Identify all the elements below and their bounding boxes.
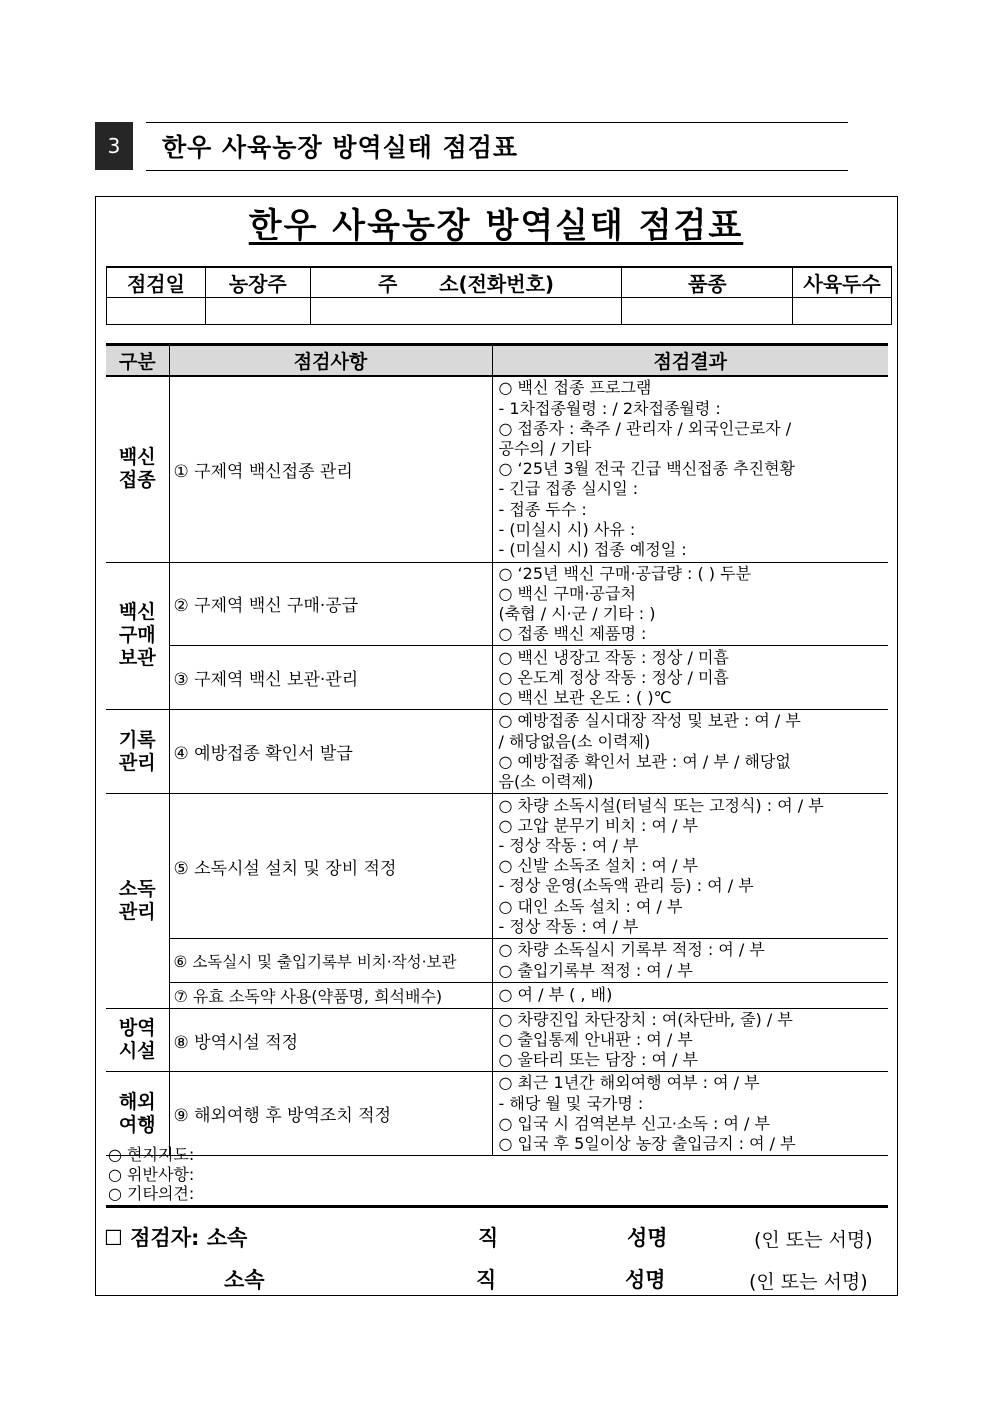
section-number: 3 <box>95 122 133 170</box>
affiliation-label-row2: 소속 <box>224 1268 265 1292</box>
check-result-7[interactable]: ○ 여 / 부 ( , 배) <box>492 982 888 1008</box>
check-item-1: ① 구제역 백신접종 관리 <box>169 376 492 562</box>
category-vaccination: 백신 접종 <box>106 376 169 562</box>
check-item-4: ④ 예방접종 확인서 발급 <box>169 710 492 794</box>
farm-owner-cell[interactable] <box>205 298 310 325</box>
document-title: 한우 사육농장 방역실태 점검표 <box>248 206 744 246</box>
signature-note-row1[interactable]: (인 또는 서명) <box>754 1229 873 1251</box>
name-label-row2: 성명 <box>625 1268 666 1292</box>
section-title: 한우 사육농장 방역실태 점검표 <box>162 133 519 162</box>
inspection-date-cell[interactable] <box>107 298 206 325</box>
header-category: 구분 <box>106 345 169 377</box>
header-breed: 품종 <box>622 267 793 298</box>
signature-divider <box>106 1205 888 1208</box>
check-item-8: ⑧ 방역시설 적정 <box>169 1008 492 1072</box>
check-result-6[interactable]: ○ 차량 소독실시 기록부 적정 : 여 / 부 ○ 출입기록부 적정 : 여 / 부 <box>492 939 888 982</box>
position-label-row1: 직 <box>478 1226 499 1250</box>
check-item-6: ⑥ 소독실시 및 출입기록부 비치·작성·보관 <box>169 939 492 982</box>
header-check-results: 점검결과 <box>492 345 888 377</box>
check-item-9: ⑨ 해외여행 후 방역조치 적정 <box>169 1072 492 1156</box>
head-count-cell[interactable] <box>793 298 892 325</box>
check-result-8[interactable]: ○ 차량진입 차단장치 : 여(차단바, 줄) / 부 ○ 출입통제 안내판 : 여 / 부 ○ 울타리 또는 담장 : 여 / 부 <box>492 1008 888 1072</box>
category-record-management: 기록 관리 <box>106 710 169 794</box>
check-result-1[interactable]: ○ 백신 접종 프로그램 - 1차접종월령 : / 2차접종월령 : ○ 접종자 : 축주 / 관리자 / 외국인근로자 / 공수의 / 기타 ○ ‘25년 3월 전국 긴급 백신접종 추진현황 - 긴급 접종 실시일 : - 접종 두수 : - (미실시 시) 사유 : - (미실시 시) 접종 예정일 : <box>492 376 888 562</box>
address-cell[interactable] <box>310 298 622 325</box>
position-label-row2: 직 <box>476 1268 497 1292</box>
notes-section <box>108 1145 194 1204</box>
category-biosecurity-facilities: 방역 시설 <box>106 1008 169 1072</box>
check-result-9[interactable]: ○ 최근 1년간 해외여행 여부 : 여 / 부 - 해당 월 및 국가명 : ○ 입국 시 검역본부 신고·소독 : 여 / 부 ○ 입국 후 5일이상 농장 출입금지 : 여 / 부 <box>492 1072 888 1156</box>
check-result-3[interactable]: ○ 백신 냉장고 작동 : 정상 / 미흡 ○ 온도계 정상 작동 : 정상 / 미흡 ○ 백신 보관 온도 : ( )℃ <box>492 646 888 710</box>
check-result-4[interactable]: ○ 예방접종 실시대장 작성 및 보관 : 여 / 부 / 해당없음(소 이력제) ○ 예방접종 확인서 보관 : 여 / 부 / 해당없 음(소 이력제) <box>492 710 888 794</box>
check-item-3: ③ 구제역 백신 보관·관리 <box>169 646 492 710</box>
name-label-row1: 성명 <box>627 1226 668 1250</box>
inspector-label-row1: ☐ 점검자: 소속 <box>104 1226 248 1250</box>
check-item-7: ⑦ 유효 소독약 사용(약품명, 희석배수) <box>169 982 492 1008</box>
header-check-items: 점검사항 <box>169 345 492 377</box>
category-disinfection: 소독 관리 <box>106 794 169 1008</box>
checklist-table <box>106 343 888 1156</box>
header-farm-owner: 농장주 <box>205 267 310 298</box>
check-item-2: ② 구제역 백신 구매·공급 <box>169 562 492 646</box>
check-item-5: ⑤ 소독시설 설치 및 장비 적정 <box>169 794 492 939</box>
category-overseas-travel: 해외 여행 <box>106 1072 169 1156</box>
category-vaccine-purchase-storage: 백신 구매 보관 <box>106 562 169 710</box>
note-field-guidance[interactable]: ○ 현지지도: <box>108 1145 195 1164</box>
signature-note-row2[interactable]: (인 또는 서명) <box>749 1271 868 1293</box>
check-result-2[interactable]: ○ ‘25년 백신 구매·공급량 : ( ) 두분 ○ 백신 구매·공급처 (축협 / 시·군 / 기타 : ) ○ 접종 백신 제품명 : <box>492 562 888 646</box>
section-rule-top <box>146 122 848 123</box>
note-violations[interactable]: ○ 위반사항: <box>108 1164 195 1184</box>
header-inspection-date: 점검일 <box>107 267 206 298</box>
header-head-count: 사육두수 <box>793 267 892 298</box>
header-address: 주 소(전화번호) <box>310 267 622 298</box>
section-rule-bottom <box>146 170 848 171</box>
check-result-5[interactable]: ○ 차량 소독시설(터널식 또는 고정식) : 여 / 부 ○ 고압 분무기 비치 : 여 / 부 - 정상 작동 : 여 / 부 ○ 신발 소독조 설치 : 여 / 부 - 정상 운영(소독액 관리 등) : 여 / 부 ○ 대인 소독 설치 : 여 / 부 - 정상 작동 : 여 / 부 <box>492 794 888 939</box>
farm-info-table <box>106 266 892 325</box>
note-other-opinions[interactable]: ○ 기타의견: <box>108 1184 195 1203</box>
breed-cell[interactable] <box>622 298 793 325</box>
